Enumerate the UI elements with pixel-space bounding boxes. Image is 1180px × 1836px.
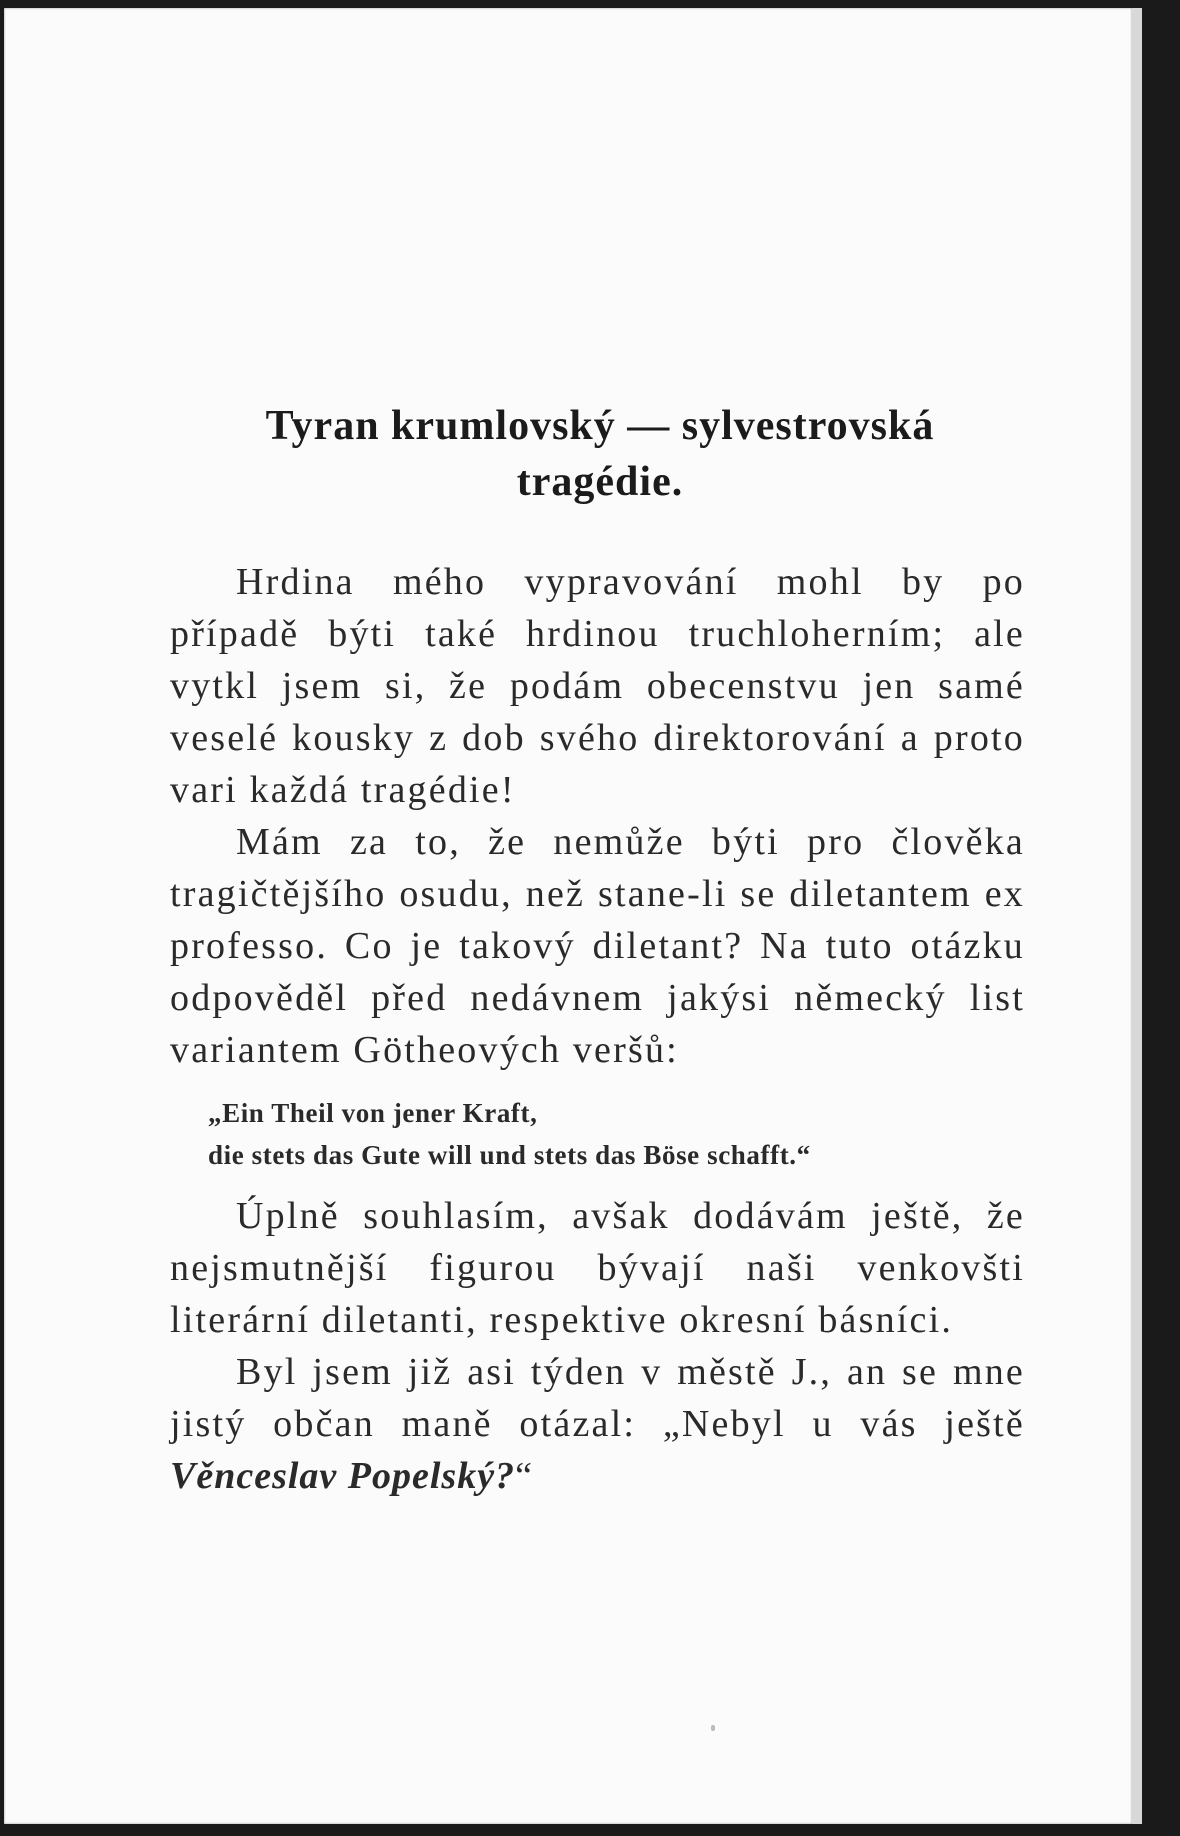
paragraph-1: Hrdina mého vypravování mohl by po případě býti také hrdinou truchloherním; ale vytkl jsem si, že podám obecenstvu jen samé veselé kousky z dob svého direktorování a proto vari každá tragédie!	[170, 561, 1025, 811]
paragraph-4-end: “	[515, 1455, 535, 1497]
page-speck	[711, 1725, 715, 1731]
chapter-title-line2: tragédie.	[516, 459, 684, 505]
paragraph-4-start: Byl jsem již asi týden v městě J., an se mne jistý občan maně otázal: „Nebyl u vás ještě	[170, 1351, 1025, 1445]
paragraph-4-name: Věnceslav Popelský?	[170, 1455, 516, 1497]
verse-line-2: die stets das Gute will und stets das Böse schafft.“	[208, 1140, 811, 1170]
paragraph-3: Úplně souhlasím, avšak dodávám ještě, že nejsmutnější figurou bývají naši venkovšti literární diletanti, respektive okresní básníci.	[170, 1195, 1025, 1341]
paragraph-2: Mám za to, že nemůže býti pro člověka tragičtějšího osudu, než stane-li se diletantem ex professo. Co je takový diletant? Na tuto otázku odpověděl před nedávnem jakýsi německý list variantem Götheových veršů:	[170, 821, 1025, 1071]
chapter-title-line1: Tyran krumlovský — sylvestrovská	[265, 403, 935, 449]
verse-line-1: „Ein Theil von jener Kraft,	[208, 1098, 538, 1128]
body-text	[170, 556, 1025, 1502]
chapter-title	[150, 398, 1050, 510]
verse-quote	[208, 1092, 1025, 1176]
page-edge	[1132, 8, 1142, 1824]
paragraph-4	[170, 1346, 1025, 1502]
